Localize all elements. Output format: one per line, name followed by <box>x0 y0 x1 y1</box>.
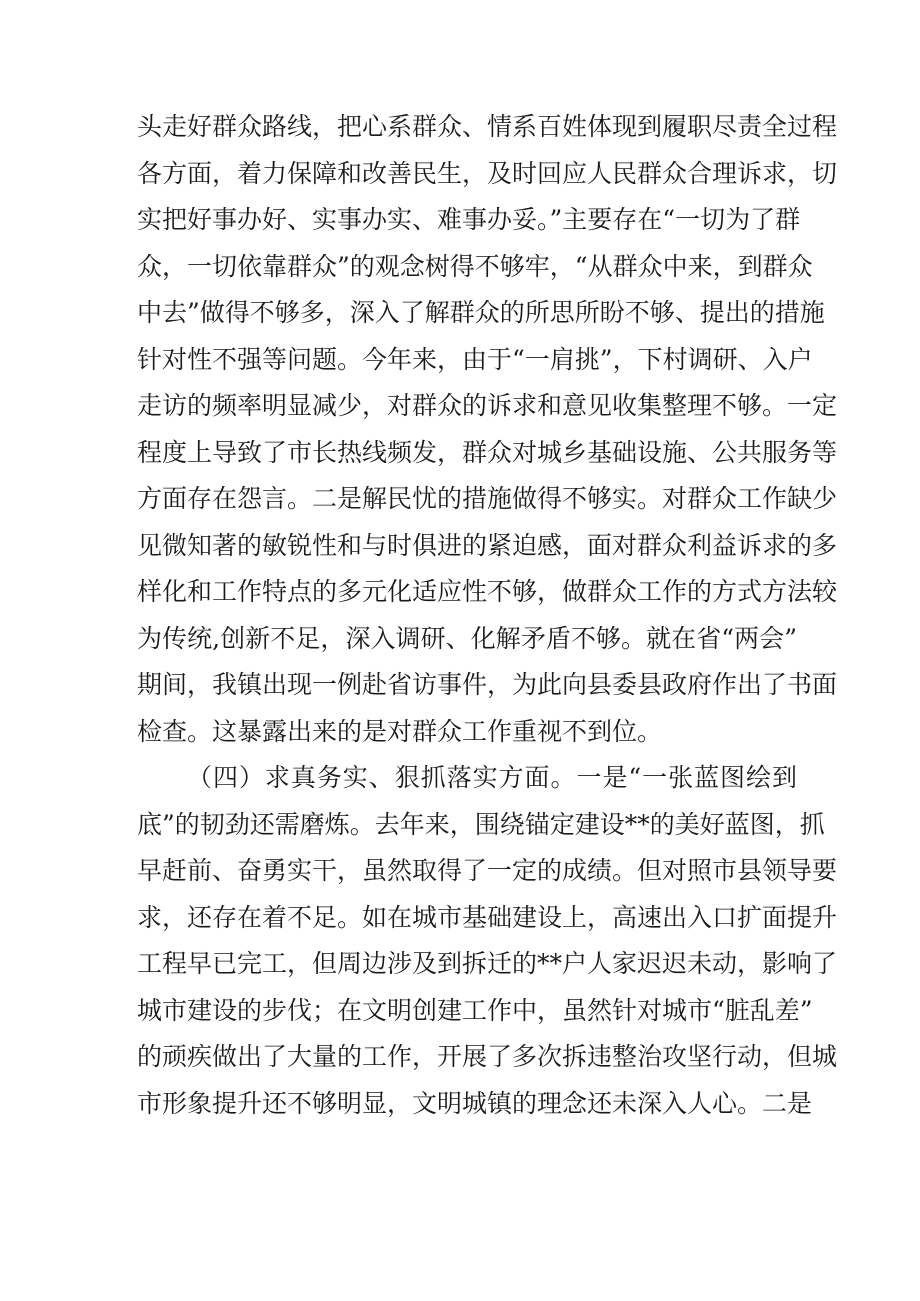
paragraph-line: 为传统,创新不足，深入调研、化解矛盾不够。就在省“两会” <box>137 623 797 653</box>
paragraph-line: 程度上导致了市长热线频发，群众对城乡基础设施、公共服务等 <box>137 437 838 467</box>
paragraph-line: 针对性不强等问题。今年来，由于“一肩挑”，下村调研、入户 <box>137 344 813 374</box>
paragraph-line: 众，一切依靠群众”的观念树得不够牢，“从群众中来，到群众 <box>137 251 813 281</box>
paragraph-line: 城市建设的步伐；在文明创建工作中，虽然针对城市“脏乱差” <box>137 995 813 1025</box>
paragraph-line: 方面存在怨言。二是解民忧的措施做得不够实。对群众工作缺少 <box>137 484 838 513</box>
document-body <box>137 104 838 1127</box>
paragraph-line: 工程早已完工，但周边涉及到拆迁的**户人家迟迟未动，影响了 <box>137 949 838 978</box>
paragraph-line: 检查。这暴露出来的是对群众工作重视不到位。 <box>137 716 663 746</box>
paragraph-line: 市形象提升还不够明显，文明城镇的理念还未深入人心。二是 <box>137 1088 813 1118</box>
paragraph-line: 见微知著的敏锐性和与时俱进的紧迫感，面对群众利益诉求的多 <box>137 530 838 560</box>
paragraph-line: 期间，我镇出现一例赴省访事件，为此向县委县政府作出了书面 <box>137 670 838 699</box>
paragraph-line: 求，还存在着不足。如在城市基础建设上，高速出入口扩面提升 <box>137 902 838 932</box>
paragraph-line: 中去”做得不够多，深入了解群众的所思所盼不够、提出的措施 <box>137 298 825 327</box>
section-heading-line: （四）求真务实、狠抓落实方面。一是“一张蓝图绘到 <box>187 763 797 792</box>
paragraph-line: 实把好事办好、实事办实、难事办妥。”主要存在“一切为了群 <box>137 205 801 234</box>
paragraph-line: 底”的韧劲还需磨炼。去年来，围绕锚定建设**的美好蓝图，抓 <box>137 809 825 839</box>
paragraph-line: 各方面，着力保障和改善民生，及时回应人民群众合理诉求，切 <box>137 158 838 188</box>
paragraph-line: 的顽疾做出了大量的工作，开展了多次拆违整治攻坚行动，但城 <box>137 1042 838 1071</box>
paragraph-line: 早赶前、奋勇实干，虽然取得了一定的成绩。但对照市县领导要 <box>137 856 838 885</box>
paragraph-line: 头走好群众路线，把心系群众、情系百姓体现到履职尽责全过程 <box>137 112 838 141</box>
paragraph-line: 样化和工作特点的多元化适应性不够，做群众工作的方式方法较 <box>137 577 838 606</box>
paragraph-line: 走访的频率明显减少，对群众的诉求和意见收集整理不够。一定 <box>137 391 838 420</box>
